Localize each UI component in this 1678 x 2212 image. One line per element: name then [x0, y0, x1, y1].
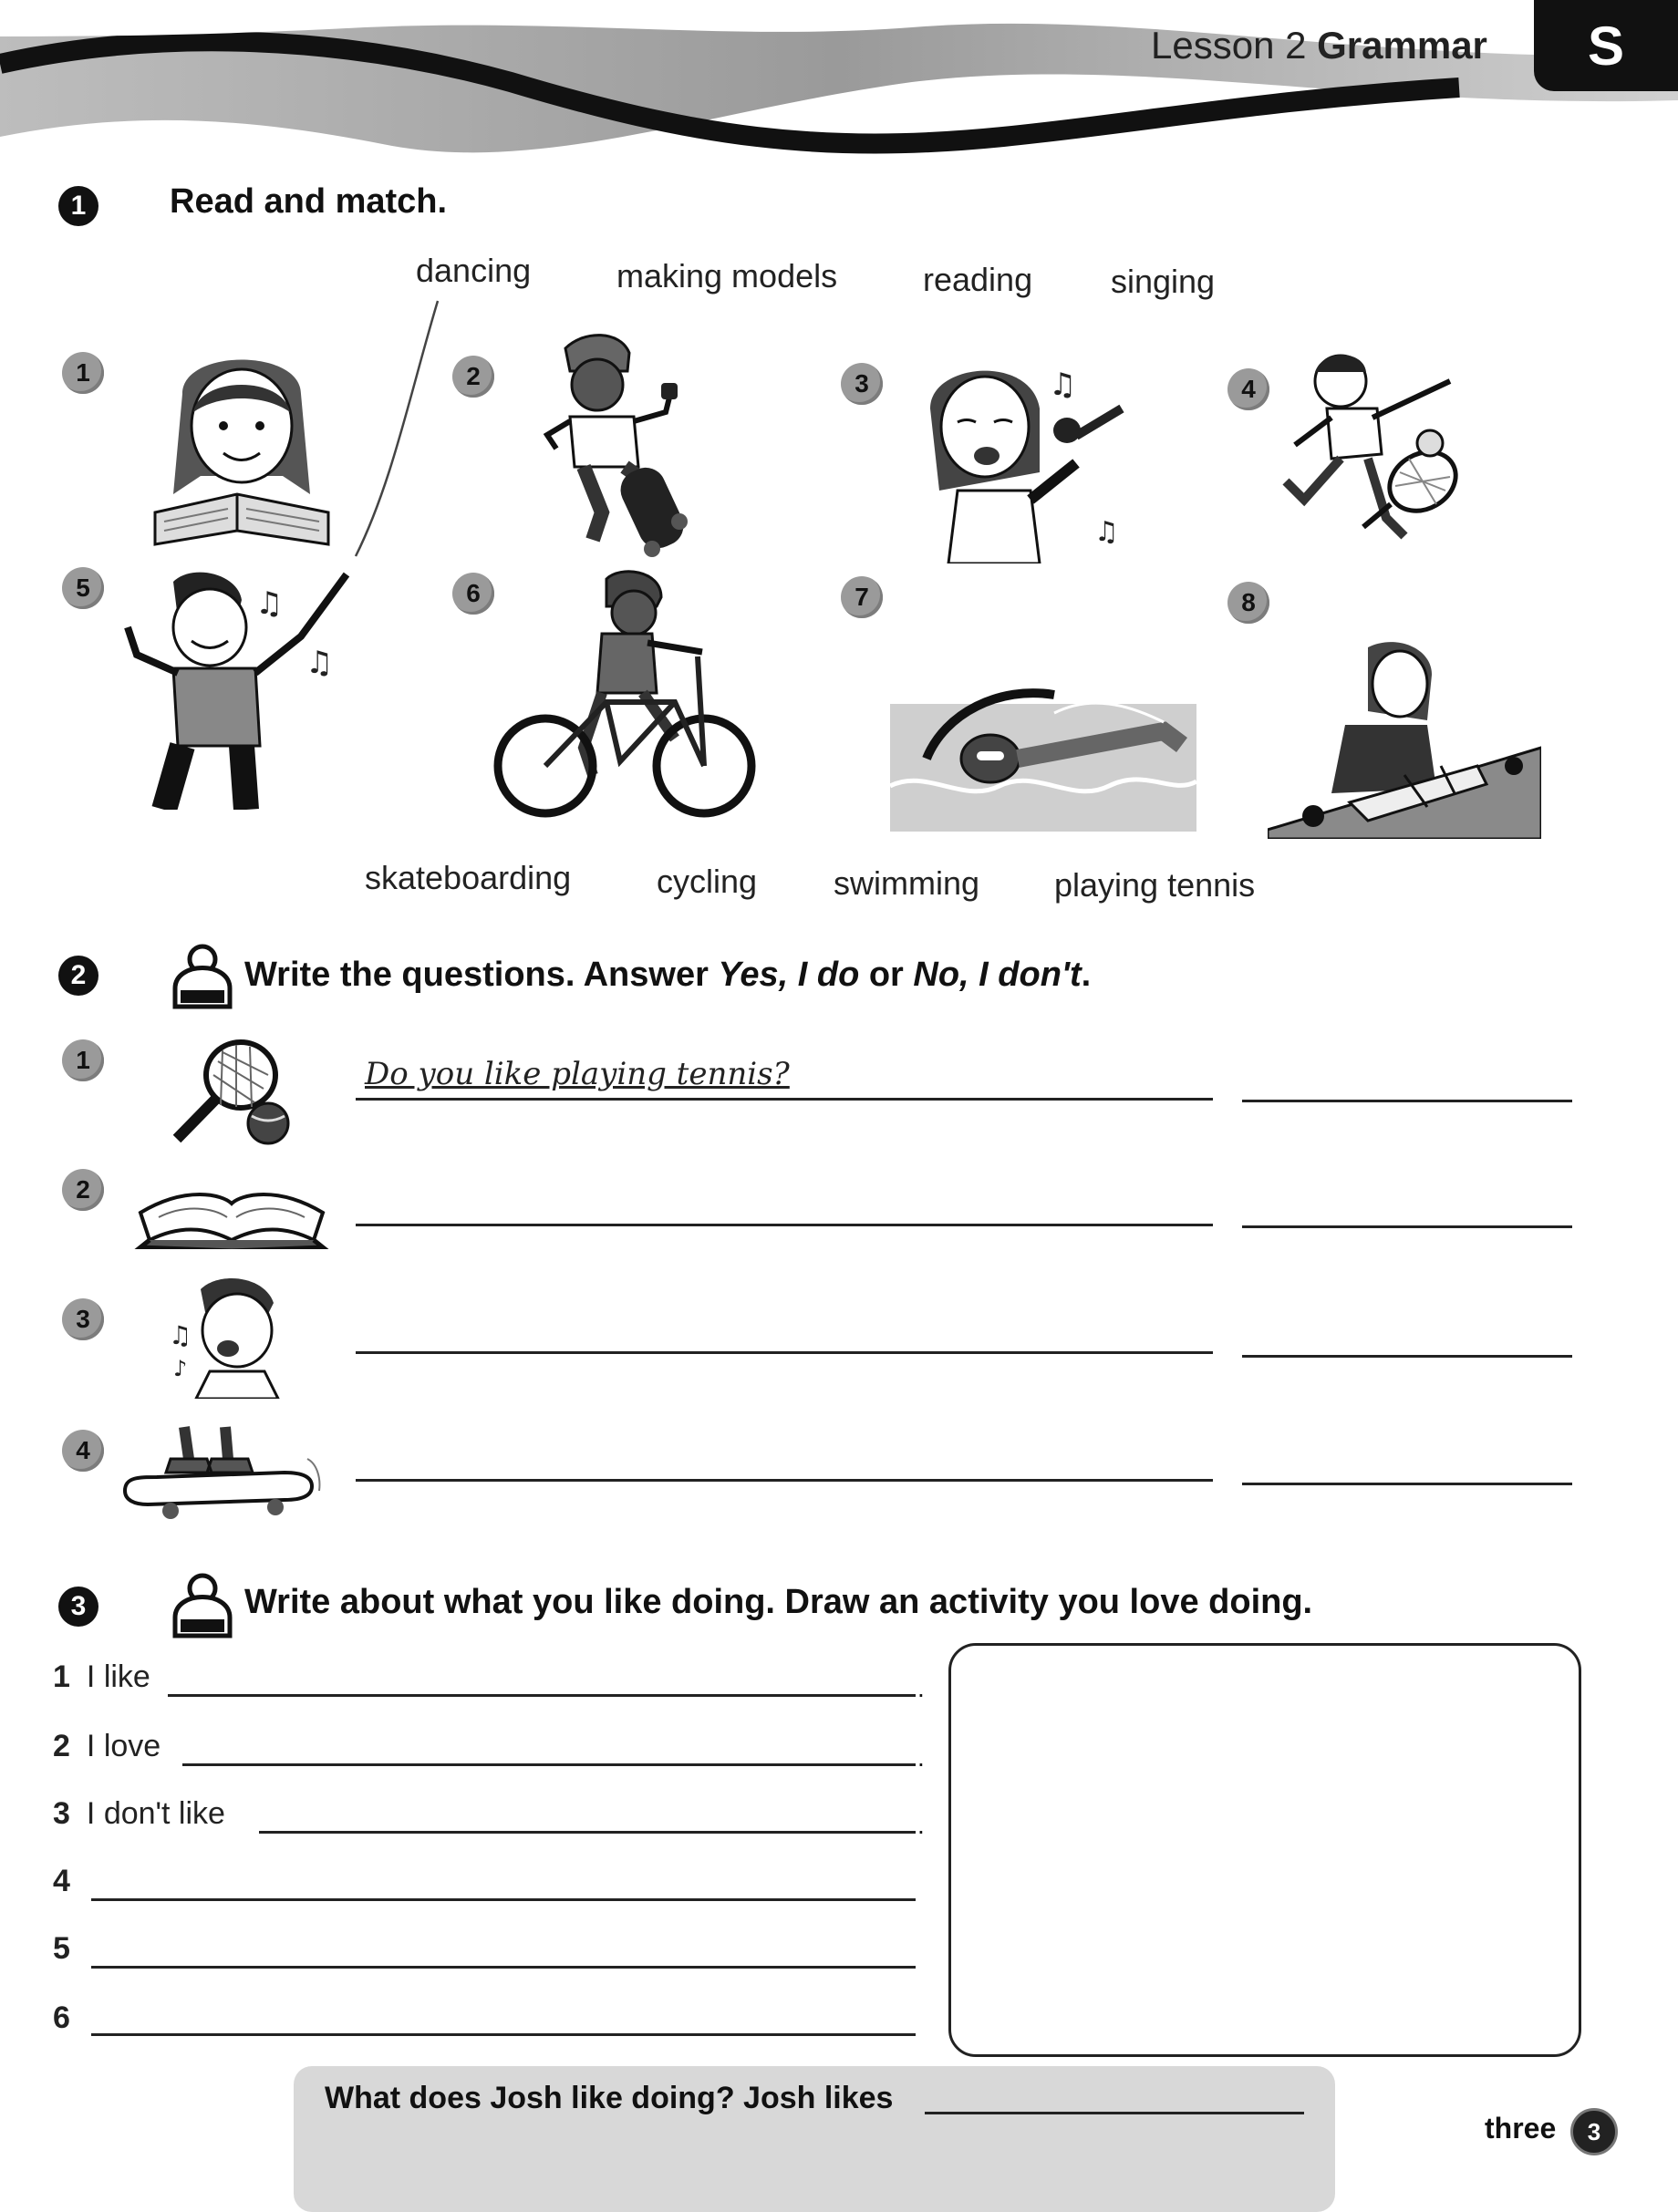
word-skateboarding: skateboarding: [365, 859, 572, 896]
question-line[interactable]: [356, 1479, 1213, 1482]
sentence-line[interactable]: [91, 1898, 916, 1901]
sentence-line[interactable]: [91, 2033, 916, 2036]
full-stop: .: [917, 1811, 925, 1839]
exercise-2-title: [244, 956, 1091, 995]
word-playing-tennis: playing tennis: [1054, 866, 1256, 904]
page-word: three: [1485, 2112, 1557, 2145]
lesson-title: [1151, 24, 1487, 67]
picture-number: 1: [62, 352, 104, 394]
picture-number: 6: [452, 573, 494, 615]
example-answer: Do you like playing tennis?: [365, 1056, 790, 1092]
drawing-box[interactable]: [948, 1643, 1581, 2057]
picture-number: 5: [62, 567, 104, 609]
question-number: 3: [62, 1298, 104, 1340]
full-stop: .: [917, 1674, 925, 1702]
line-number: 4: [53, 1864, 70, 1898]
question-line[interactable]: [356, 1224, 1213, 1226]
question-line[interactable]: [356, 1098, 1213, 1101]
exercise-2-instruction: Write the questions. Answer: [244, 956, 719, 994]
lesson-label: Lesson 2: [1151, 24, 1307, 67]
boy-dancing-icon: [109, 563, 365, 810]
sentence-line[interactable]: [168, 1694, 916, 1697]
word-dancing: dancing: [416, 252, 532, 289]
full-stop: .: [917, 1743, 925, 1772]
picture-number: 7: [841, 576, 883, 618]
svg-text:♫: ♫: [306, 645, 334, 681]
sentence-line[interactable]: [182, 1763, 916, 1766]
question-number: 2: [62, 1169, 104, 1211]
prompt-text: I don't like: [86, 1796, 225, 1831]
question-number: 4: [62, 1430, 104, 1472]
svg-text:♫: ♫: [255, 585, 284, 622]
word-singing: singing: [1111, 263, 1216, 300]
section-label: Grammar: [1317, 24, 1487, 67]
svg-text:♫: ♫: [1049, 367, 1077, 403]
answer-line[interactable]: [1242, 1483, 1572, 1485]
line-number: 2: [53, 1729, 70, 1763]
person-swimming-icon: [890, 677, 1196, 832]
question-line[interactable]: [356, 1351, 1213, 1354]
sentence-prompt: [53, 1864, 87, 1899]
girl-making-models-icon: [1268, 638, 1541, 839]
exercise-2-number: 2: [58, 956, 98, 996]
tennis-racket-icon: [168, 1034, 295, 1149]
answer-no: No, I don't: [913, 956, 1082, 994]
pencil-writing-icon: [166, 1563, 239, 1645]
word-making-models: making models: [616, 257, 838, 295]
answer-line[interactable]: [1242, 1100, 1572, 1102]
line-number: 1: [53, 1659, 70, 1694]
sentence-prompt: [53, 1931, 87, 1967]
section-tab: S: [1534, 0, 1678, 91]
answer-line[interactable]: [1242, 1355, 1572, 1358]
bottom-question: What does Josh like doing? Josh likes: [325, 2081, 894, 2115]
line-number: 6: [53, 2000, 70, 2035]
girl-reading-icon: [146, 339, 337, 549]
boy-skateboarding-icon: [520, 330, 739, 558]
line-number: 3: [53, 1796, 70, 1831]
bottom-answer-line[interactable]: [925, 2112, 1304, 2114]
example-match-line: [337, 292, 447, 565]
prompt-text: I love: [86, 1729, 161, 1763]
word-reading: reading: [923, 261, 1033, 298]
svg-text:♪: ♪: [173, 1356, 188, 1381]
picture-number: 3: [841, 363, 883, 405]
or-word: or: [859, 956, 914, 994]
exercise-1-number: 1: [58, 186, 98, 226]
sentence-line[interactable]: [259, 1831, 916, 1834]
title-end: .: [1081, 956, 1092, 994]
svg-text:♫: ♫: [1094, 516, 1119, 548]
boy-singing-icon: [164, 1271, 292, 1399]
word-swimming: swimming: [834, 864, 980, 902]
pencil-writing-icon: [166, 934, 239, 1016]
open-book-icon: [131, 1167, 332, 1249]
sentence-prompt: [53, 1796, 225, 1832]
answer-line[interactable]: [1242, 1225, 1572, 1228]
boy-playing-tennis-icon: [1277, 345, 1486, 563]
picture-number: 8: [1227, 582, 1269, 624]
picture-number: 2: [452, 356, 494, 398]
line-number: 5: [53, 1931, 70, 1966]
sentence-prompt: [53, 1659, 150, 1695]
word-cycling: cycling: [657, 863, 758, 900]
page-number: 3: [1570, 2108, 1618, 2155]
sentence-line[interactable]: [91, 1966, 916, 1969]
girl-singing-icon: [912, 354, 1149, 563]
prompt-text: I like: [86, 1659, 150, 1694]
exercise-3-title: Write about what you like doing. Draw an activity you love doing.: [244, 1583, 1313, 1621]
exercise-3-number: 3: [58, 1587, 98, 1627]
svg-text:♫: ♫: [169, 1320, 192, 1350]
exercise-1-title: Read and match.: [170, 182, 448, 221]
skateboard-icon: [120, 1422, 321, 1523]
question-number: 1: [62, 1039, 104, 1081]
girl-cycling-icon: [492, 565, 757, 821]
answer-yes: Yes, I do: [718, 956, 860, 994]
sentence-prompt: [53, 1729, 161, 1764]
sentence-prompt: [53, 2000, 87, 2036]
picture-number: 4: [1227, 368, 1269, 410]
